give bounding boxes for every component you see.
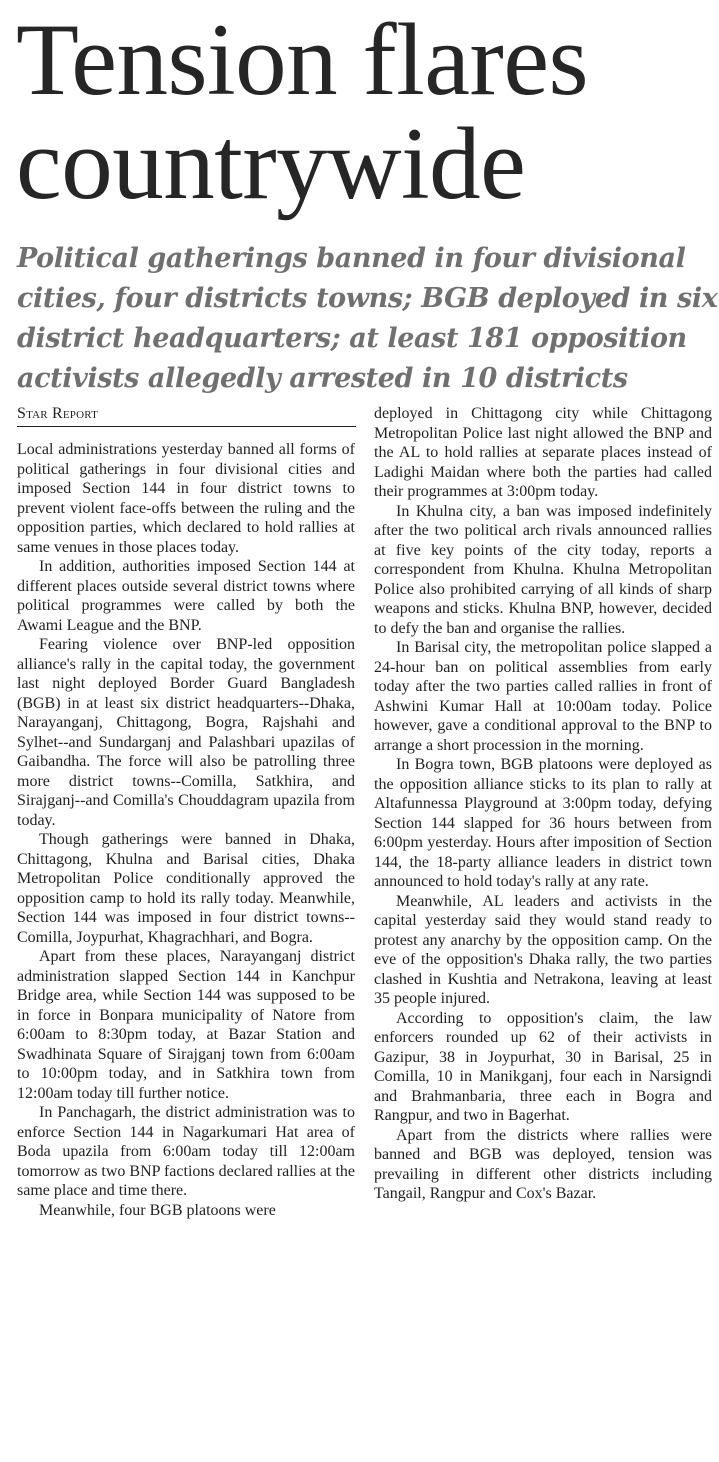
paragraph: In Barisal city, the metropolitan police slapped a 24-hour ban on political assemblies from early today after the two parties called rallies in front of Ashwini Kumar Hall at 10:00am today. Police however, gave a conditional approval to the BNP to arrange a short procession in the morning. <box>374 639 712 754</box>
paragraph: deployed in Chittagong city while Chittagong Metropolitan Police last night allowed the BNP and the AL to hold rallies at separate places instead of Ladighi Maidan where both the parties had called their programmes at 3:00pm today. <box>374 405 712 500</box>
paragraph: In addition, authorities imposed Section 144 at different places outside several district towns where political programmes were called by both the Awami League and the BNP. <box>17 558 355 634</box>
paragraph: In Khulna city, a ban was imposed indefinitely after the two political arch rivals announced rallies at five key points of the city today, reports a correspondent from Khulna. Khulna Metropolitan Police also prohibited carrying of all kinds of sharp weapons and sticks. Khulna BNP, however, decided to defy the ban and organise the rallies. <box>374 502 712 637</box>
paragraph: Apart from these places, Narayanganj district administration slapped Section 144 in Kanchpur Bridge area, while Section 144 was supposed to be in force in Bonpara municipality of Natore from 6:00am to 8:30pm today, at Bazar Station and Swadhinata Square of Sirajganj town from 6:00am to 10:00pm today, and in Satkhira town from 12:00am today till further notice. <box>17 948 355 1102</box>
paragraph: Local administrations yesterday banned all forms of political gatherings in four divisional cities and imposed Section 144 in four district towns to prevent violent face-offs between the ruling and the opposition parties, which declared to hold rallies at same venues in those places today. <box>17 441 355 556</box>
paragraph: Apart from the districts where rallies were banned and BGB was deployed, tension was prevailing in different other districts including Tangail, Rangpur and Cox's Bazar. <box>374 1126 712 1202</box>
right-column-body <box>374 404 712 1204</box>
headline: Tension flares countrywide <box>16 3 589 221</box>
paragraph: In Panchagarh, the district administration was to enforce Section 144 in Nagarkumari Hat area of Boda upazila from 6:00am today till 12:00am tomorrow as two BNP factions declared rallies at the same place and time there. <box>17 1104 355 1199</box>
paragraph: Meanwhile, AL leaders and activists in the capital yesterday said they would stand ready to protest any anarchy by the opposition camp. On the eve of the opposition's Dhaka rally, the two parties clashed in Kushtia and Netrakona, leaving at least 35 people injured. <box>374 892 712 1007</box>
subheadline: Political gatherings banned in four divisional cities, four districts towns; BGB deployed in six district headquarters; at least 181 opposition activists allegedly arrested in 10 districts <box>17 243 718 394</box>
paragraph: Fearing violence over BNP-led opposition alliance's rally in the capital today, the government last night deployed Border Guard Bangladesh (BGB) in at least six district headquarters--Dhaka, Narayanganj, Chittagong, Bogra, Rajshahi and Sylhet--and Sundarganj and Palashbari upazilas of Gaibandha. The force will also be patrolling three more district towns--Comilla, Satkhira, and Sirajganj--and Comilla's Chouddagram upazila from today. <box>17 636 355 829</box>
paragraph: Though gatherings were banned in Dhaka, Chittagong, Khulna and Barisal cities, Dhaka Metropolitan Police conditionally approved the opposition camp to hold its rally today. Meanwhile, Section 144 was imposed in four district towns--Comilla, Joypurhat, Khagrachhari, and Bogra. <box>17 831 355 946</box>
paragraph: In Bogra town, BGB platoons were deployed as the opposition alliance sticks to its plan to rally at Altafunnessa Playground at 3:00pm today, defying Section 144 slapped for 36 hours between from 6:00pm yesterday. Hours after imposition of Section 144, the 18-party alliance leaders in district town announced to hold today's rally at any rate. <box>374 756 712 890</box>
paragraph: Meanwhile, four BGB platoons were <box>39 1201 276 1219</box>
left-column-body <box>17 440 355 1220</box>
byline: Star Report <box>17 405 356 427</box>
paragraph: According to opposition's claim, the law enforcers rounded up 62 of their activists in Gazipur, 38 in Joypurhat, 30 in Barisal, 25 in Comilla, 10 in Manikganj, four each in Narsigndi and Brahmanbaria, three each in Bogra and Rangpur, and two in Bagerhat. <box>374 1009 712 1124</box>
